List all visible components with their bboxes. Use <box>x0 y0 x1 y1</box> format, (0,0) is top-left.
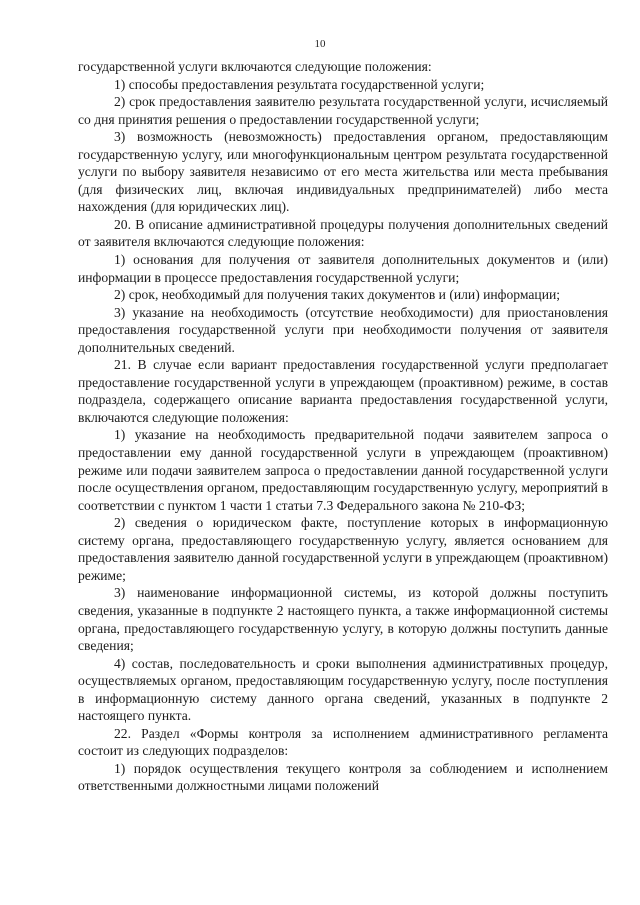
paragraph: 2) срок, необходимый для получения таких документов и (или) информации; <box>114 287 561 303</box>
paragraph: 1) способы предоставления результата государственной услуги; <box>114 76 485 92</box>
paragraph: государственной услуги включаются следующие положения: <box>78 59 432 74</box>
paragraph: 3) наименование информационной системы, из которой должны поступить сведения, указанные в подпункте 2 настоящего пункта, а также информационной системы органа, предоставляющего государственную услугу, в которую должны поступить данные сведения; <box>78 585 608 654</box>
paragraph: 3) указание на необходимость (отсутствие необходимости) для приостановления предоставления государственной услуги при необходимости получения от заявителя дополнительных сведений. <box>78 304 608 355</box>
paragraph: 4) состав, последовательность и сроки выполнения административных процедур, осуществляемых органом, предоставляющим государственную услугу, после поступления в информационную систему данного органа сведений, указанных в подпункте 2 настоящего пункта. <box>78 655 608 724</box>
paragraph: 20. В описание административной процедуры получения дополнительных сведений от заявителя включаются следующие положения: <box>78 216 608 250</box>
paragraph: 2) срок предоставления заявителю результата государственной услуги, исчисляемый со дня принятия решения о предоставлении государственной услуги; <box>78 94 608 127</box>
paragraph: 22. Раздел «Формы контроля за исполнением административного регламента состоит из следующих подразделов: <box>78 725 608 759</box>
paragraph: 1) указание на необходимость предварительной подачи заявителем запроса о предоставлении ему данной государственной услуги в упреждающем (проактивном) режиме или подачи заявителем запроса о предоставлении данной государственной услуги после осуществления органом, предоставляющим государственную услугу, мероприятий в соответствии с пунктом 1 части 1 статьи 7.3 Федерального закона № 210-ФЗ; <box>78 427 608 513</box>
page-number: 10 <box>314 38 326 50</box>
document-body <box>78 58 608 795</box>
paragraph: 2) сведения о юридическом факте, поступление которых в информационную систему органа, предоставляющего государственную услугу, является основанием для предоставления заявителю данной государственной услуги в упреждающем (проактивном) режиме; <box>78 515 608 583</box>
paragraph: 1) порядок осуществления текущего контроля за соблюдением и исполнением ответственными должностными лицами положений <box>78 760 608 794</box>
paragraph: 21. В случае если вариант предоставления государственной услуги предполагает предоставление государственной услуги в упреждающем (проактивном) режиме, в состав подраздела, содержащего описание варианта предоставления государственной услуги, включаются следующие положения: <box>78 357 608 425</box>
paragraph: 1) основания для получения от заявителя дополнительных документов и (или) информации в процессе предоставления государственной услуги; <box>78 252 608 285</box>
paragraph: 3) возможность (невозможность) предоставления органом, предоставляющим государственную услугу, или многофункциональным центром результата государственной услуги по выбору заявителя независимо от его места жительства или места пребывания (для физических лиц, включая индивидуальных предпринимателей) либо места нахождения (для юридических лиц). <box>78 129 608 215</box>
